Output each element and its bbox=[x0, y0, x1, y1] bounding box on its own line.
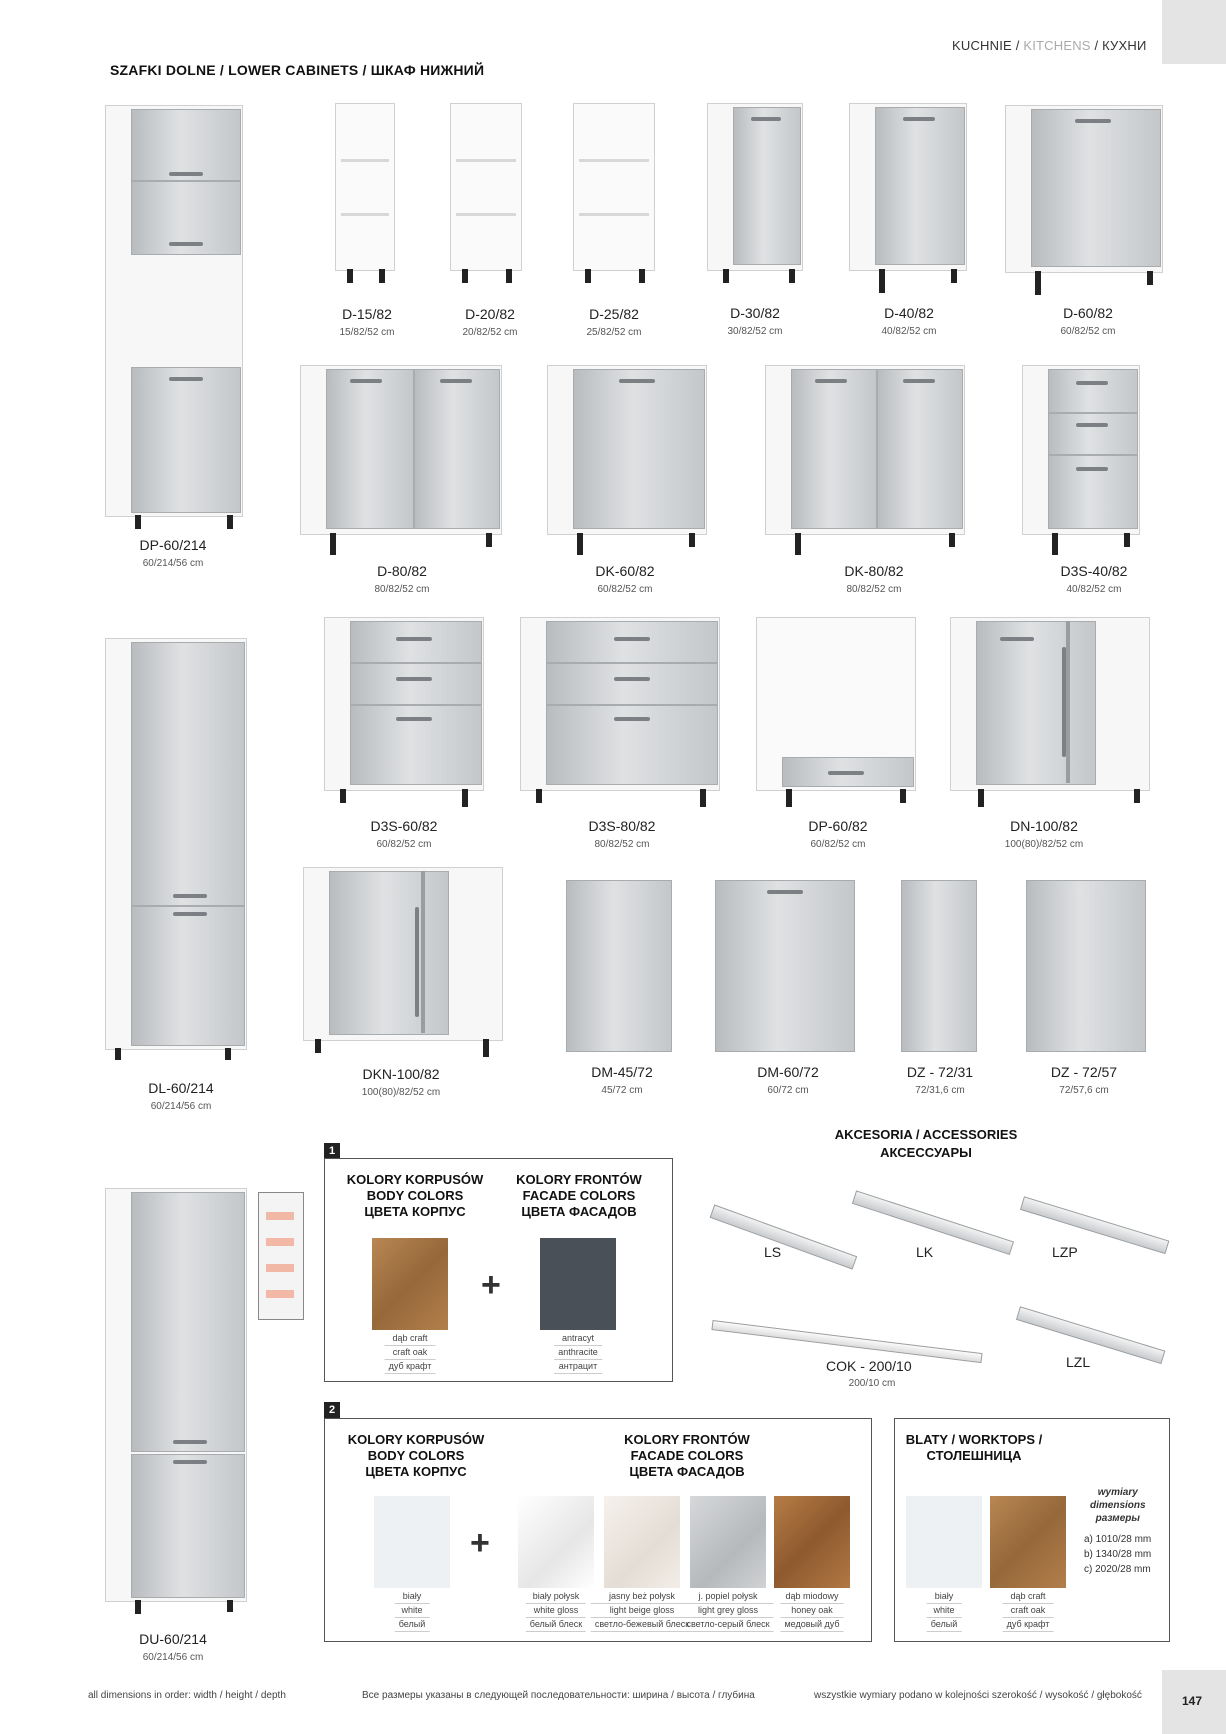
label-line: biały połysk bbox=[526, 1590, 586, 1604]
cabinet-label: DN-100/82 bbox=[1010, 818, 1078, 834]
cabinet-label: DL-60/214 bbox=[148, 1080, 214, 1096]
swatch-white-gloss bbox=[518, 1496, 594, 1588]
title-line: FACADE COLORS bbox=[630, 1448, 744, 1463]
label-line: dąb miodowy bbox=[780, 1590, 843, 1604]
accessory-lzp bbox=[1020, 1196, 1169, 1254]
label-line: anthracite bbox=[554, 1346, 602, 1360]
page-number: 147 bbox=[1182, 1694, 1203, 1708]
cabinet-dims: 60/82/52 cm bbox=[376, 839, 432, 850]
label-line: jasny beż połysk bbox=[591, 1590, 693, 1604]
cabinet-dims: 80/82/52 cm bbox=[594, 839, 650, 850]
swatch-label bbox=[554, 1332, 602, 1374]
swatch-label bbox=[682, 1590, 773, 1632]
cabinet-dn-100-82 bbox=[950, 617, 1150, 807]
cabinet-dkn-100-82 bbox=[303, 867, 503, 1057]
swatch-white bbox=[374, 1496, 450, 1588]
label-line: dąb craft bbox=[1003, 1590, 1054, 1604]
front-dm-60-72 bbox=[715, 880, 855, 1052]
accessory-label: LZP bbox=[1052, 1244, 1078, 1260]
cabinet-dk-60-82 bbox=[547, 365, 707, 555]
header-tab bbox=[1162, 0, 1226, 64]
front-dm-45-72 bbox=[566, 880, 672, 1052]
cabinet-label: DP-60/214 bbox=[139, 537, 207, 553]
label-line: light grey gloss bbox=[682, 1604, 773, 1618]
accessory-label: LZL bbox=[1066, 1354, 1091, 1370]
cabinet-dp-60-214 bbox=[105, 105, 243, 525]
footer-note-en: all dimensions in order: width / height / depth bbox=[88, 1690, 286, 1701]
cabinet-d3s-60-82 bbox=[324, 617, 484, 807]
swatch-label bbox=[385, 1332, 436, 1374]
cabinet-dims: 30/82/52 cm bbox=[727, 326, 783, 337]
label-line: craft oak bbox=[385, 1346, 436, 1360]
accessory-dims: 200/10 cm bbox=[848, 1378, 896, 1389]
cabinet-d3s-40-82 bbox=[1022, 365, 1140, 555]
panel-number-2: 2 bbox=[324, 1402, 340, 1418]
title-line: AKCESORIA / ACCESSORIES bbox=[834, 1127, 1018, 1142]
panel-number-1: 1 bbox=[324, 1143, 340, 1159]
cabinet-dims: 20/82/52 cm bbox=[462, 327, 518, 338]
facade-colors-title bbox=[624, 1432, 750, 1480]
title-line: dimensions bbox=[1090, 1500, 1146, 1511]
cabinet-dims: 100(80)/82/52 cm bbox=[1004, 839, 1084, 850]
accessory-ls bbox=[710, 1204, 858, 1269]
label-line: biały bbox=[395, 1590, 430, 1604]
label-line: белый блеск bbox=[526, 1618, 586, 1632]
swatch-craft-oak bbox=[372, 1238, 448, 1330]
accessory-label: LS bbox=[764, 1244, 782, 1260]
cabinet-dims: 72/31,6 cm bbox=[915, 1085, 965, 1096]
cabinet-dims: 40/82/52 cm bbox=[881, 326, 937, 337]
plus-sign: + bbox=[481, 1266, 501, 1304]
label-line: craft oak bbox=[1003, 1604, 1054, 1618]
swatch-worktop-white bbox=[906, 1496, 982, 1588]
cabinet-label: D3S-60/82 bbox=[370, 818, 438, 834]
cabinet-label: DU-60/214 bbox=[139, 1631, 207, 1647]
cabinet-label: D-25/82 bbox=[589, 306, 639, 322]
cabinet-dims: 100(80)/82/52 cm bbox=[361, 1087, 441, 1098]
cabinet-label: D-40/82 bbox=[884, 305, 934, 321]
title-line: BLATY / WORKTOPS / bbox=[905, 1432, 1043, 1447]
label-line: biały bbox=[927, 1590, 962, 1604]
cabinet-d-80-82 bbox=[300, 365, 502, 555]
label-line: дуб крафт bbox=[385, 1360, 436, 1374]
title-line: KOLORY FRONTÓW bbox=[516, 1172, 642, 1187]
label-line: dąb craft bbox=[385, 1332, 436, 1346]
front-dz-72-57 bbox=[1026, 880, 1146, 1052]
accessory-lzl bbox=[1016, 1306, 1165, 1364]
plus-sign: + bbox=[470, 1524, 490, 1562]
label-line: белый bbox=[395, 1618, 430, 1632]
cabinet-dk-80-82 bbox=[765, 365, 965, 555]
title-line: FACADE COLORS bbox=[522, 1188, 636, 1203]
cabinet-label: D-60/82 bbox=[1063, 305, 1113, 321]
label-line: дуб крафт bbox=[1003, 1618, 1054, 1632]
cabinet-label: D-15/82 bbox=[342, 306, 392, 322]
cabinet-label: D-80/82 bbox=[377, 563, 427, 579]
swatch-light-grey-gloss bbox=[690, 1496, 766, 1588]
cabinet-dp-60-82 bbox=[756, 617, 916, 807]
swatch-label bbox=[395, 1590, 430, 1632]
label-line: honey oak bbox=[780, 1604, 843, 1618]
title-line: ЦВЕТА КОРПУС bbox=[364, 1204, 466, 1219]
title-line: ЦВЕТА КОРПУС bbox=[365, 1464, 467, 1479]
label-line: white bbox=[395, 1604, 430, 1618]
cabinet-dl-60-214 bbox=[105, 638, 247, 1058]
title-line: KOLORY KORPUSÓW bbox=[346, 1172, 484, 1187]
swatch-honey-oak bbox=[774, 1496, 850, 1588]
title-line: BODY COLORS bbox=[366, 1188, 464, 1203]
label-line: белый bbox=[927, 1618, 962, 1632]
title-line: BODY COLORS bbox=[367, 1448, 465, 1463]
cabinet-label: D-20/82 bbox=[465, 306, 515, 322]
title-line: СТОЛЕШНИЦА bbox=[926, 1448, 1022, 1463]
cabinet-label: D3S-80/82 bbox=[588, 818, 656, 834]
cabinet-dims: 60/72 cm bbox=[767, 1085, 809, 1096]
cabinet-label: DZ - 72/31 bbox=[906, 1064, 974, 1080]
cabinet-label: D3S-40/82 bbox=[1060, 563, 1128, 579]
dimensions-list bbox=[1084, 1532, 1151, 1577]
cabinet-dims: 60/82/52 cm bbox=[1060, 326, 1116, 337]
breadcrumb-ru: / КУХНИ bbox=[1094, 38, 1147, 53]
cabinet-dims: 60/214/56 cm bbox=[142, 1652, 204, 1663]
body-colors-title bbox=[347, 1172, 484, 1220]
swatch-light-beige-gloss bbox=[604, 1496, 680, 1588]
label-line: white gloss bbox=[526, 1604, 586, 1618]
label-line: antracyt bbox=[554, 1332, 602, 1346]
cabinet-d-15-82 bbox=[335, 103, 395, 283]
front-dz-72-31 bbox=[901, 880, 977, 1052]
label-line: светло-серый блеск bbox=[682, 1618, 773, 1632]
label-line: j. popiel połysk bbox=[682, 1590, 773, 1604]
cabinet-dims: 72/57,6 cm bbox=[1059, 1085, 1109, 1096]
swatch-label bbox=[780, 1590, 843, 1632]
footer-note-pl: wszystkie wymiary podano w kolejności szerokość / wysokość / głębokość bbox=[814, 1690, 1142, 1701]
label-line: light beige gloss bbox=[591, 1604, 693, 1618]
swatch-worktop-craft-oak bbox=[990, 1496, 1066, 1588]
body-colors-title bbox=[348, 1432, 485, 1480]
dimensions-title bbox=[1090, 1486, 1146, 1525]
label-line: светло-бежевый блеск bbox=[591, 1618, 693, 1632]
title-line: ЦВЕТА ФАСАДОВ bbox=[629, 1464, 745, 1479]
cabinet-label: DM-60/72 bbox=[757, 1064, 819, 1080]
label-line: медовый дуб bbox=[780, 1618, 843, 1632]
cabinet-label: DZ - 72/57 bbox=[1050, 1064, 1118, 1080]
cabinet-dims: 40/82/52 cm bbox=[1066, 584, 1122, 595]
section-title: SZAFKI DOLNE / LOWER CABINETS / ШКАФ НИЖНИЙ bbox=[110, 62, 485, 78]
worktops-title bbox=[906, 1432, 1043, 1464]
title-line: wymiary bbox=[1097, 1487, 1138, 1498]
cabinet-d-25-82 bbox=[573, 103, 655, 283]
cabinet-dims: 45/72 cm bbox=[601, 1085, 643, 1096]
accessory-label: LK bbox=[916, 1244, 934, 1260]
footer-note-ru: Все размеры указаны в следующей последовательности: ширина / высота / глубина bbox=[362, 1690, 755, 1701]
cabinet-dims: 80/82/52 cm bbox=[846, 584, 902, 595]
title-line: размеры bbox=[1095, 1513, 1140, 1524]
accessory-label: COK - 200/10 bbox=[826, 1358, 912, 1374]
cabinet-dims: 15/82/52 cm bbox=[339, 327, 395, 338]
swatch-anthracite bbox=[540, 1238, 616, 1330]
facade-colors-title bbox=[516, 1172, 642, 1220]
cabinet-dims: 25/82/52 cm bbox=[586, 327, 642, 338]
cabinet-dims: 60/214/56 cm bbox=[150, 1101, 212, 1112]
swatch-label bbox=[591, 1590, 693, 1632]
label-line: антрацит bbox=[554, 1360, 602, 1374]
dimension-item: b) 1340/28 mm bbox=[1084, 1549, 1152, 1560]
cabinet-d-20-82 bbox=[450, 103, 522, 283]
dimension-item: a) 1010/28 mm bbox=[1084, 1534, 1152, 1545]
title-line: KOLORY FRONTÓW bbox=[624, 1432, 750, 1447]
cabinet-label: DP-60/82 bbox=[808, 818, 868, 834]
cabinet-du-60-214 bbox=[105, 1188, 247, 1614]
cabinet-label: DK-60/82 bbox=[595, 563, 655, 579]
cabinet-d-30-82 bbox=[707, 103, 803, 283]
title-line: АКСЕССУАРЫ bbox=[880, 1145, 972, 1160]
dimension-item: c) 2020/28 mm bbox=[1084, 1564, 1151, 1575]
swatch-label bbox=[927, 1590, 962, 1632]
swatch-label bbox=[526, 1590, 586, 1632]
cabinet-label: D-30/82 bbox=[730, 305, 780, 321]
breadcrumb-pl: KUCHNIE / bbox=[952, 38, 1020, 53]
cabinet-d-40-82 bbox=[849, 103, 967, 293]
cabinet-label: DM-45/72 bbox=[591, 1064, 653, 1080]
label-line: white bbox=[927, 1604, 962, 1618]
accessories-title bbox=[835, 1126, 1018, 1162]
cabinet-label: DKN-100/82 bbox=[362, 1066, 440, 1082]
cabinet-dims: 60/82/52 cm bbox=[810, 839, 866, 850]
shelf-insert-illustration bbox=[258, 1192, 304, 1320]
cabinet-d3s-80-82 bbox=[520, 617, 720, 807]
breadcrumb bbox=[952, 38, 1147, 53]
swatch-label bbox=[1003, 1590, 1054, 1632]
breadcrumb-en: KITCHENS bbox=[1023, 38, 1091, 53]
title-line: ЦВЕТА ФАСАДОВ bbox=[521, 1204, 637, 1219]
cabinet-d-60-82 bbox=[1005, 105, 1163, 295]
cabinet-dims: 80/82/52 cm bbox=[374, 584, 430, 595]
cabinet-label: DK-80/82 bbox=[844, 563, 904, 579]
accessory-cok bbox=[711, 1320, 982, 1363]
cabinet-dims: 60/82/52 cm bbox=[597, 584, 653, 595]
cabinet-dims: 60/214/56 cm bbox=[142, 558, 204, 569]
title-line: KOLORY KORPUSÓW bbox=[347, 1432, 485, 1447]
